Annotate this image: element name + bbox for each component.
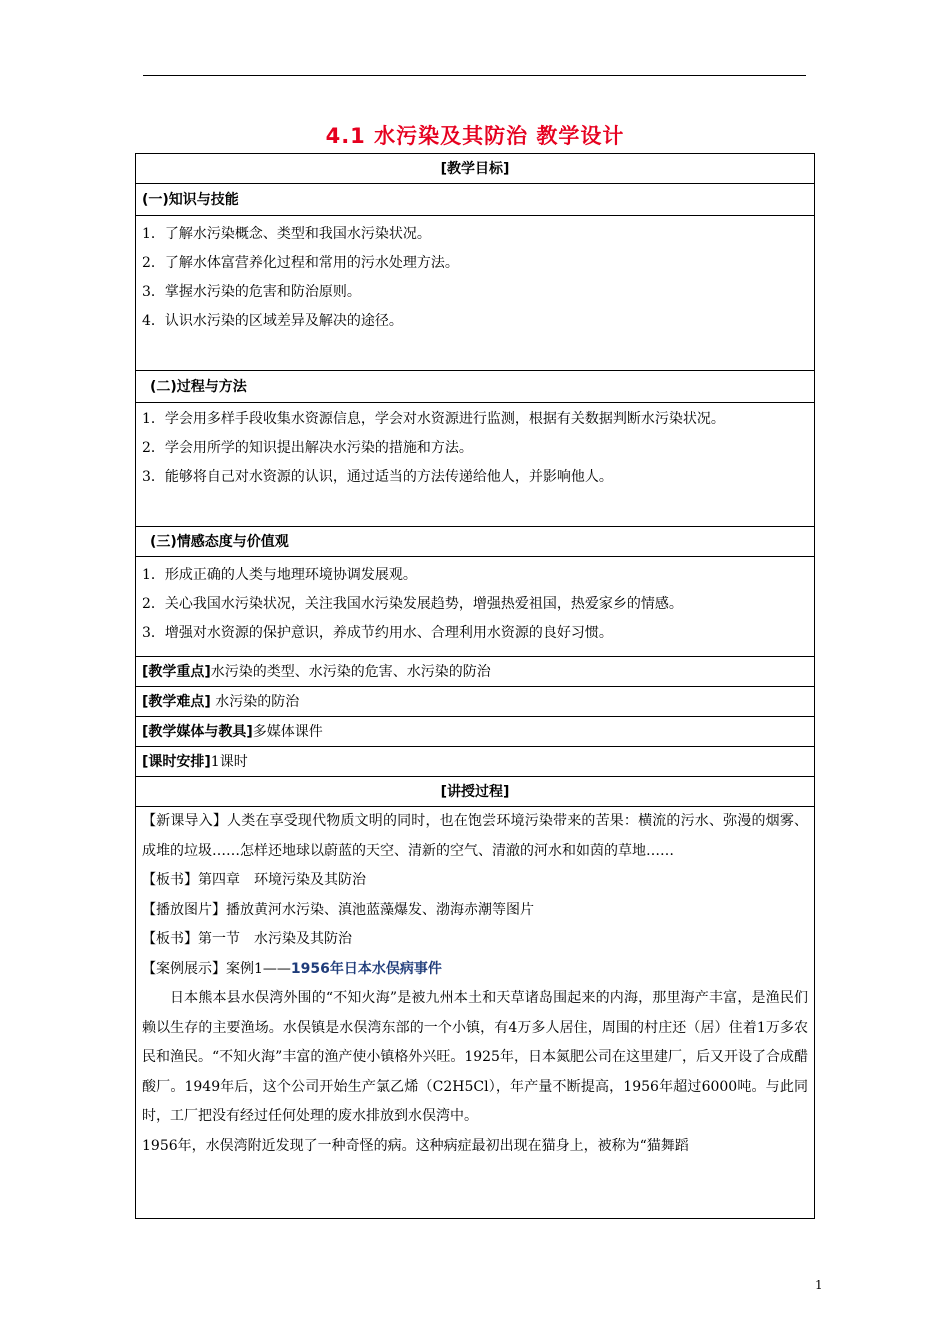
list-item: 3．掌握水污染的危害和防治原则。 — [142, 284, 361, 300]
board-line-2 — [142, 925, 808, 955]
document-title: 4.1 水污染及其防治 教学设计 — [325, 124, 625, 148]
section-body-knowledge — [136, 216, 814, 371]
section-heading-values: (三)情感态度与价值观 — [136, 527, 814, 557]
section-heading-knowledge: (一)知识与技能 — [136, 184, 814, 216]
pictures-text: 播放黄河水污染、滇池蓝藻爆发、渤海赤潮等图片 — [226, 901, 534, 918]
key-points-row — [136, 657, 814, 687]
schedule-value: 1课时 — [210, 754, 248, 770]
intro-paragraph — [142, 807, 808, 866]
pictures-line — [142, 896, 808, 926]
list-item: 2．学会用所学的知识提出解决水污染的措施和方法。 — [142, 440, 473, 456]
case-paragraph-2: 1956年，水俣湾附近发现了一种奇怪的病。这种病症最初出现在猫身上，被称为“猫舞蹈 — [142, 1137, 689, 1154]
difficulty-row — [136, 687, 814, 717]
board1-label: 【板书】 — [142, 872, 198, 888]
process-header: [讲授过程] — [136, 777, 814, 807]
list-item: 1．形成正确的人类与地理环境协调发展观。 — [142, 567, 417, 583]
key-points-value: 水污染的类型、水污染的危害、水污染的防治 — [210, 664, 491, 680]
list-item: 2．了解水体富营养化过程和常用的污水处理方法。 — [142, 255, 459, 271]
page-number: 1 — [815, 1278, 823, 1292]
difficulty-value: 水污染的防治 — [210, 694, 300, 710]
case-title: 1956年日本水俣病事件 — [290, 960, 442, 977]
key-points-label: [教学重点] — [142, 664, 211, 680]
intro-text: 人类在享受现代物质文明的同时，也在饱尝环境污染带来的苦果：横流的污水、弥漫的烟雾、成堆的垃圾……怎样还地球以蔚蓝的天空、清新的空气、清澈的河水和如茵的草地…… — [142, 813, 809, 859]
list-item: 3．增强对水资源的保护意识，养成节约用水、合理利用水资源的良好习惯。 — [142, 625, 613, 641]
section-body-process — [136, 403, 814, 527]
board2-text: 第一节 水污染及其防治 — [198, 931, 352, 947]
case-label: 【案例展示】 — [142, 960, 226, 977]
objectives-header: [教学目标] — [136, 154, 814, 184]
board1-text: 第四章 环境污染及其防治 — [198, 872, 366, 888]
section-heading-process: (二)过程与方法 — [136, 371, 814, 403]
media-label: [教学媒体与教具] — [142, 724, 253, 740]
lesson-plan-table — [135, 153, 815, 1219]
case-line — [142, 955, 808, 985]
section-body-values — [136, 557, 814, 657]
case-paragraph-1: 日本熊本县水俣湾外围的“不知火海”是被九州本土和天草诸岛围起来的内海，那里海产丰富，是渔民们赖以生存的主要渔场。水俣镇是水俣湾东部的一个小镇，有4万多人居住，周围的村庄还（居）住着1万多农民和渔民。“不知火海”丰富的渔产使小镇格外兴旺。1925年，日本氮肥公司在这里建厂，后又开设了合成醋酸厂。1949年后，这个公司开始生产氯乙烯（C2H5Cl），年产量不断提高，1956年超过6000吨。与此同时，工厂把没有经过任何处理的废水排放到水俣湾中。 — [142, 990, 808, 1124]
case-prefix: 案例1—— — [226, 960, 291, 977]
intro-label: 【新课导入】 — [142, 813, 228, 829]
schedule-label: [课时安排] — [142, 754, 211, 770]
process-body — [136, 807, 814, 1281]
list-item: 2．关心我国水污染状况，关注我国水污染发展趋势，增强热爱祖国，热爱家乡的情感。 — [142, 596, 683, 612]
pictures-label: 【播放图片】 — [142, 901, 226, 918]
header-rule — [143, 75, 806, 76]
list-item: 4．认识水污染的区域差异及解决的途径。 — [142, 313, 403, 329]
list-item: 1．学会用多样手段收集水资源信息，学会对水资源进行监测，根据有关数据判断水污染状况。 — [142, 411, 725, 427]
list-item: 1．了解水污染概念、类型和我国水污染状况。 — [142, 226, 431, 242]
difficulty-label: [教学难点] — [142, 694, 211, 710]
media-value: 多媒体课件 — [252, 724, 323, 740]
board2-label: 【板书】 — [142, 931, 198, 947]
media-row — [136, 717, 814, 747]
board-line-1 — [142, 866, 808, 896]
schedule-row — [136, 747, 814, 777]
list-item: 3．能够将自己对水资源的认识，通过适当的方法传递给他人，并影响他人。 — [142, 469, 613, 485]
